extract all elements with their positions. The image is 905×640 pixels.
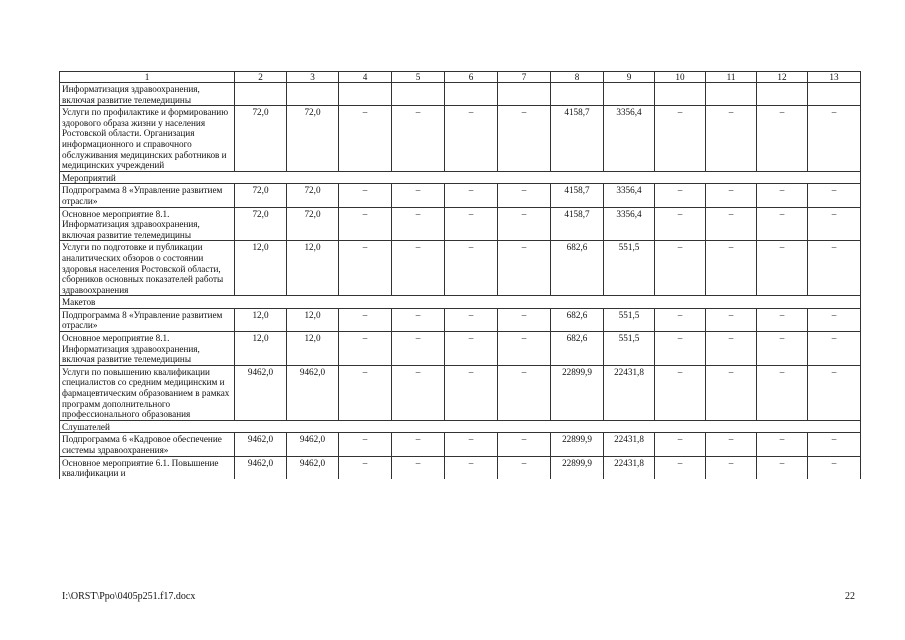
column-header: 1	[60, 72, 235, 83]
value-cell: –	[757, 456, 808, 479]
value-cell: –	[445, 456, 498, 479]
value-cell: –	[498, 433, 551, 456]
value-cell: 682,6	[551, 308, 604, 331]
value-cell: –	[498, 184, 551, 207]
value-cell: 22899,9	[551, 365, 604, 420]
value-cell: –	[706, 184, 757, 207]
unit-row	[60, 296, 861, 309]
value-cell: –	[757, 184, 808, 207]
column-header: 11	[706, 72, 757, 83]
value-cell: 551,5	[604, 332, 655, 366]
value-cell: –	[706, 207, 757, 241]
unit-row	[60, 420, 861, 433]
value-cell: –	[498, 207, 551, 241]
value-cell: –	[808, 456, 861, 479]
value-cell: 4158,7	[551, 207, 604, 241]
column-header: 10	[655, 72, 706, 83]
value-cell: –	[392, 106, 445, 172]
table-row	[60, 456, 861, 479]
column-header: 13	[808, 72, 861, 83]
row-label: Подпрограмма 8 «Управление развитием отрасли»	[60, 184, 235, 207]
value-cell: 22899,9	[551, 433, 604, 456]
value-cell: –	[392, 332, 445, 366]
table-body	[60, 72, 861, 479]
table-row	[60, 241, 861, 296]
value-cell: 72,0	[235, 184, 287, 207]
value-cell: –	[339, 106, 392, 172]
value-cell: 4158,7	[551, 184, 604, 207]
table-row	[60, 184, 861, 207]
value-cell: –	[808, 184, 861, 207]
value-cell: 9462,0	[235, 433, 287, 456]
value-cell: –	[445, 241, 498, 296]
value-cell: 9462,0	[287, 433, 339, 456]
value-cell: 22431,8	[604, 365, 655, 420]
value-cell	[604, 83, 655, 106]
footer-page-number: 22	[845, 591, 855, 602]
value-cell: 12,0	[287, 308, 339, 331]
table-header-row	[60, 72, 861, 83]
value-cell: –	[706, 106, 757, 172]
value-cell: 22431,8	[604, 456, 655, 479]
value-cell: –	[757, 332, 808, 366]
value-cell: –	[339, 241, 392, 296]
row-label: Подпрограмма 8 «Управление развитием отрасли»	[60, 308, 235, 331]
row-label: Основное мероприятие 8.1. Информатизация здравоохранения, включая развитие телемедицины	[60, 332, 235, 366]
value-cell: –	[392, 207, 445, 241]
value-cell: –	[706, 433, 757, 456]
table-row	[60, 365, 861, 420]
column-header: 8	[551, 72, 604, 83]
value-cell: –	[445, 365, 498, 420]
table-row	[60, 332, 861, 366]
value-cell: –	[757, 308, 808, 331]
value-cell: –	[339, 207, 392, 241]
value-cell: 9462,0	[235, 365, 287, 420]
value-cell	[339, 83, 392, 106]
value-cell: –	[339, 308, 392, 331]
value-cell: –	[706, 308, 757, 331]
value-cell: 12,0	[235, 241, 287, 296]
value-cell: –	[655, 456, 706, 479]
row-label: Услуги по подготовке и публикации аналитических обзоров о состоянии здоровья населения Ростовской области, сборников основных показателей работы здравоохранения	[60, 241, 235, 296]
value-cell: –	[498, 365, 551, 420]
column-header: 7	[498, 72, 551, 83]
value-cell: –	[392, 184, 445, 207]
value-cell: –	[808, 332, 861, 366]
value-cell: 9462,0	[235, 456, 287, 479]
value-cell: 72,0	[287, 106, 339, 172]
column-header: 9	[604, 72, 655, 83]
column-header: 2	[235, 72, 287, 83]
value-cell: 3356,4	[604, 207, 655, 241]
column-header: 12	[757, 72, 808, 83]
unit-label: Слушателей	[60, 420, 861, 433]
value-cell	[498, 83, 551, 106]
value-cell	[808, 83, 861, 106]
column-header: 5	[392, 72, 445, 83]
row-label: Информатизация здравоохранения, включая развитие телемедицины	[60, 83, 235, 106]
value-cell: –	[757, 241, 808, 296]
value-cell: –	[655, 365, 706, 420]
value-cell: –	[498, 106, 551, 172]
value-cell: –	[655, 308, 706, 331]
value-cell: –	[706, 241, 757, 296]
value-cell: –	[498, 308, 551, 331]
value-cell: 72,0	[287, 184, 339, 207]
value-cell: 3356,4	[604, 106, 655, 172]
value-cell: –	[706, 332, 757, 366]
value-cell: –	[808, 106, 861, 172]
value-cell: –	[445, 207, 498, 241]
value-cell: 12,0	[235, 308, 287, 331]
value-cell	[287, 83, 339, 106]
value-cell: –	[339, 433, 392, 456]
unit-row	[60, 171, 861, 184]
value-cell: –	[392, 308, 445, 331]
row-label: Основное мероприятие 8.1. Информатизация здравоохранения, включая развитие телемедицины	[60, 207, 235, 241]
value-cell: –	[339, 456, 392, 479]
value-cell: 9462,0	[287, 456, 339, 479]
budget-table	[59, 71, 861, 479]
value-cell: –	[808, 207, 861, 241]
unit-label: Мероприятий	[60, 171, 861, 184]
row-label: Подпрограмма 6 «Кадровое обеспечение системы здравоохранения»	[60, 433, 235, 456]
value-cell: –	[445, 308, 498, 331]
value-cell: 72,0	[235, 106, 287, 172]
value-cell	[706, 83, 757, 106]
value-cell: –	[655, 241, 706, 296]
table-row	[60, 207, 861, 241]
value-cell: –	[808, 241, 861, 296]
value-cell: –	[808, 308, 861, 331]
value-cell: –	[392, 365, 445, 420]
value-cell: 12,0	[287, 241, 339, 296]
value-cell: –	[757, 106, 808, 172]
value-cell: 72,0	[287, 207, 339, 241]
value-cell: –	[757, 433, 808, 456]
table-row	[60, 433, 861, 456]
value-cell: 682,6	[551, 241, 604, 296]
value-cell: –	[655, 332, 706, 366]
value-cell: –	[392, 456, 445, 479]
value-cell: –	[655, 433, 706, 456]
table-row	[60, 308, 861, 331]
value-cell	[551, 83, 604, 106]
value-cell: 9462,0	[287, 365, 339, 420]
value-cell: 22431,8	[604, 433, 655, 456]
value-cell: 4158,7	[551, 106, 604, 172]
value-cell: 72,0	[235, 207, 287, 241]
value-cell: 22899,9	[551, 456, 604, 479]
footer-file-path: I:\ORST\Ppo\0405p251.f17.docx	[62, 591, 196, 602]
column-header: 4	[339, 72, 392, 83]
value-cell: –	[757, 365, 808, 420]
value-cell: 3356,4	[604, 184, 655, 207]
value-cell: –	[706, 456, 757, 479]
value-cell: 12,0	[235, 332, 287, 366]
row-label: Услуги по профилактике и формированию здорового образа жизни у населения Ростовской области. Организация информационного и справочного обслуживания медицинских работников и медицинских учреждений	[60, 106, 235, 172]
value-cell: 551,5	[604, 308, 655, 331]
value-cell: 682,6	[551, 332, 604, 366]
value-cell: –	[498, 332, 551, 366]
row-label: Услуги по повышению квалификации специалистов со средним медицинским и фармацевтическим образованием в рамках программ дополнительного профессионального образования	[60, 365, 235, 420]
value-cell: –	[498, 456, 551, 479]
value-cell: –	[339, 184, 392, 207]
value-cell: –	[498, 241, 551, 296]
value-cell: –	[808, 433, 861, 456]
value-cell: –	[655, 184, 706, 207]
value-cell	[392, 83, 445, 106]
table-row	[60, 106, 861, 172]
value-cell	[757, 83, 808, 106]
unit-label: Макетов	[60, 296, 861, 309]
value-cell: –	[655, 207, 706, 241]
value-cell: –	[445, 433, 498, 456]
value-cell: –	[445, 106, 498, 172]
value-cell	[445, 83, 498, 106]
value-cell: –	[445, 184, 498, 207]
value-cell: –	[808, 365, 861, 420]
value-cell: 12,0	[287, 332, 339, 366]
value-cell: –	[339, 332, 392, 366]
value-cell: –	[392, 241, 445, 296]
value-cell: –	[445, 332, 498, 366]
table-row	[60, 83, 861, 106]
value-cell: –	[392, 433, 445, 456]
value-cell	[655, 83, 706, 106]
column-header: 6	[445, 72, 498, 83]
value-cell: 551,5	[604, 241, 655, 296]
value-cell	[235, 83, 287, 106]
value-cell: –	[339, 365, 392, 420]
row-label: Основное мероприятие 6.1. Повышение квалификации и	[60, 456, 235, 479]
value-cell: –	[706, 365, 757, 420]
value-cell: –	[757, 207, 808, 241]
column-header: 3	[287, 72, 339, 83]
value-cell: –	[655, 106, 706, 172]
